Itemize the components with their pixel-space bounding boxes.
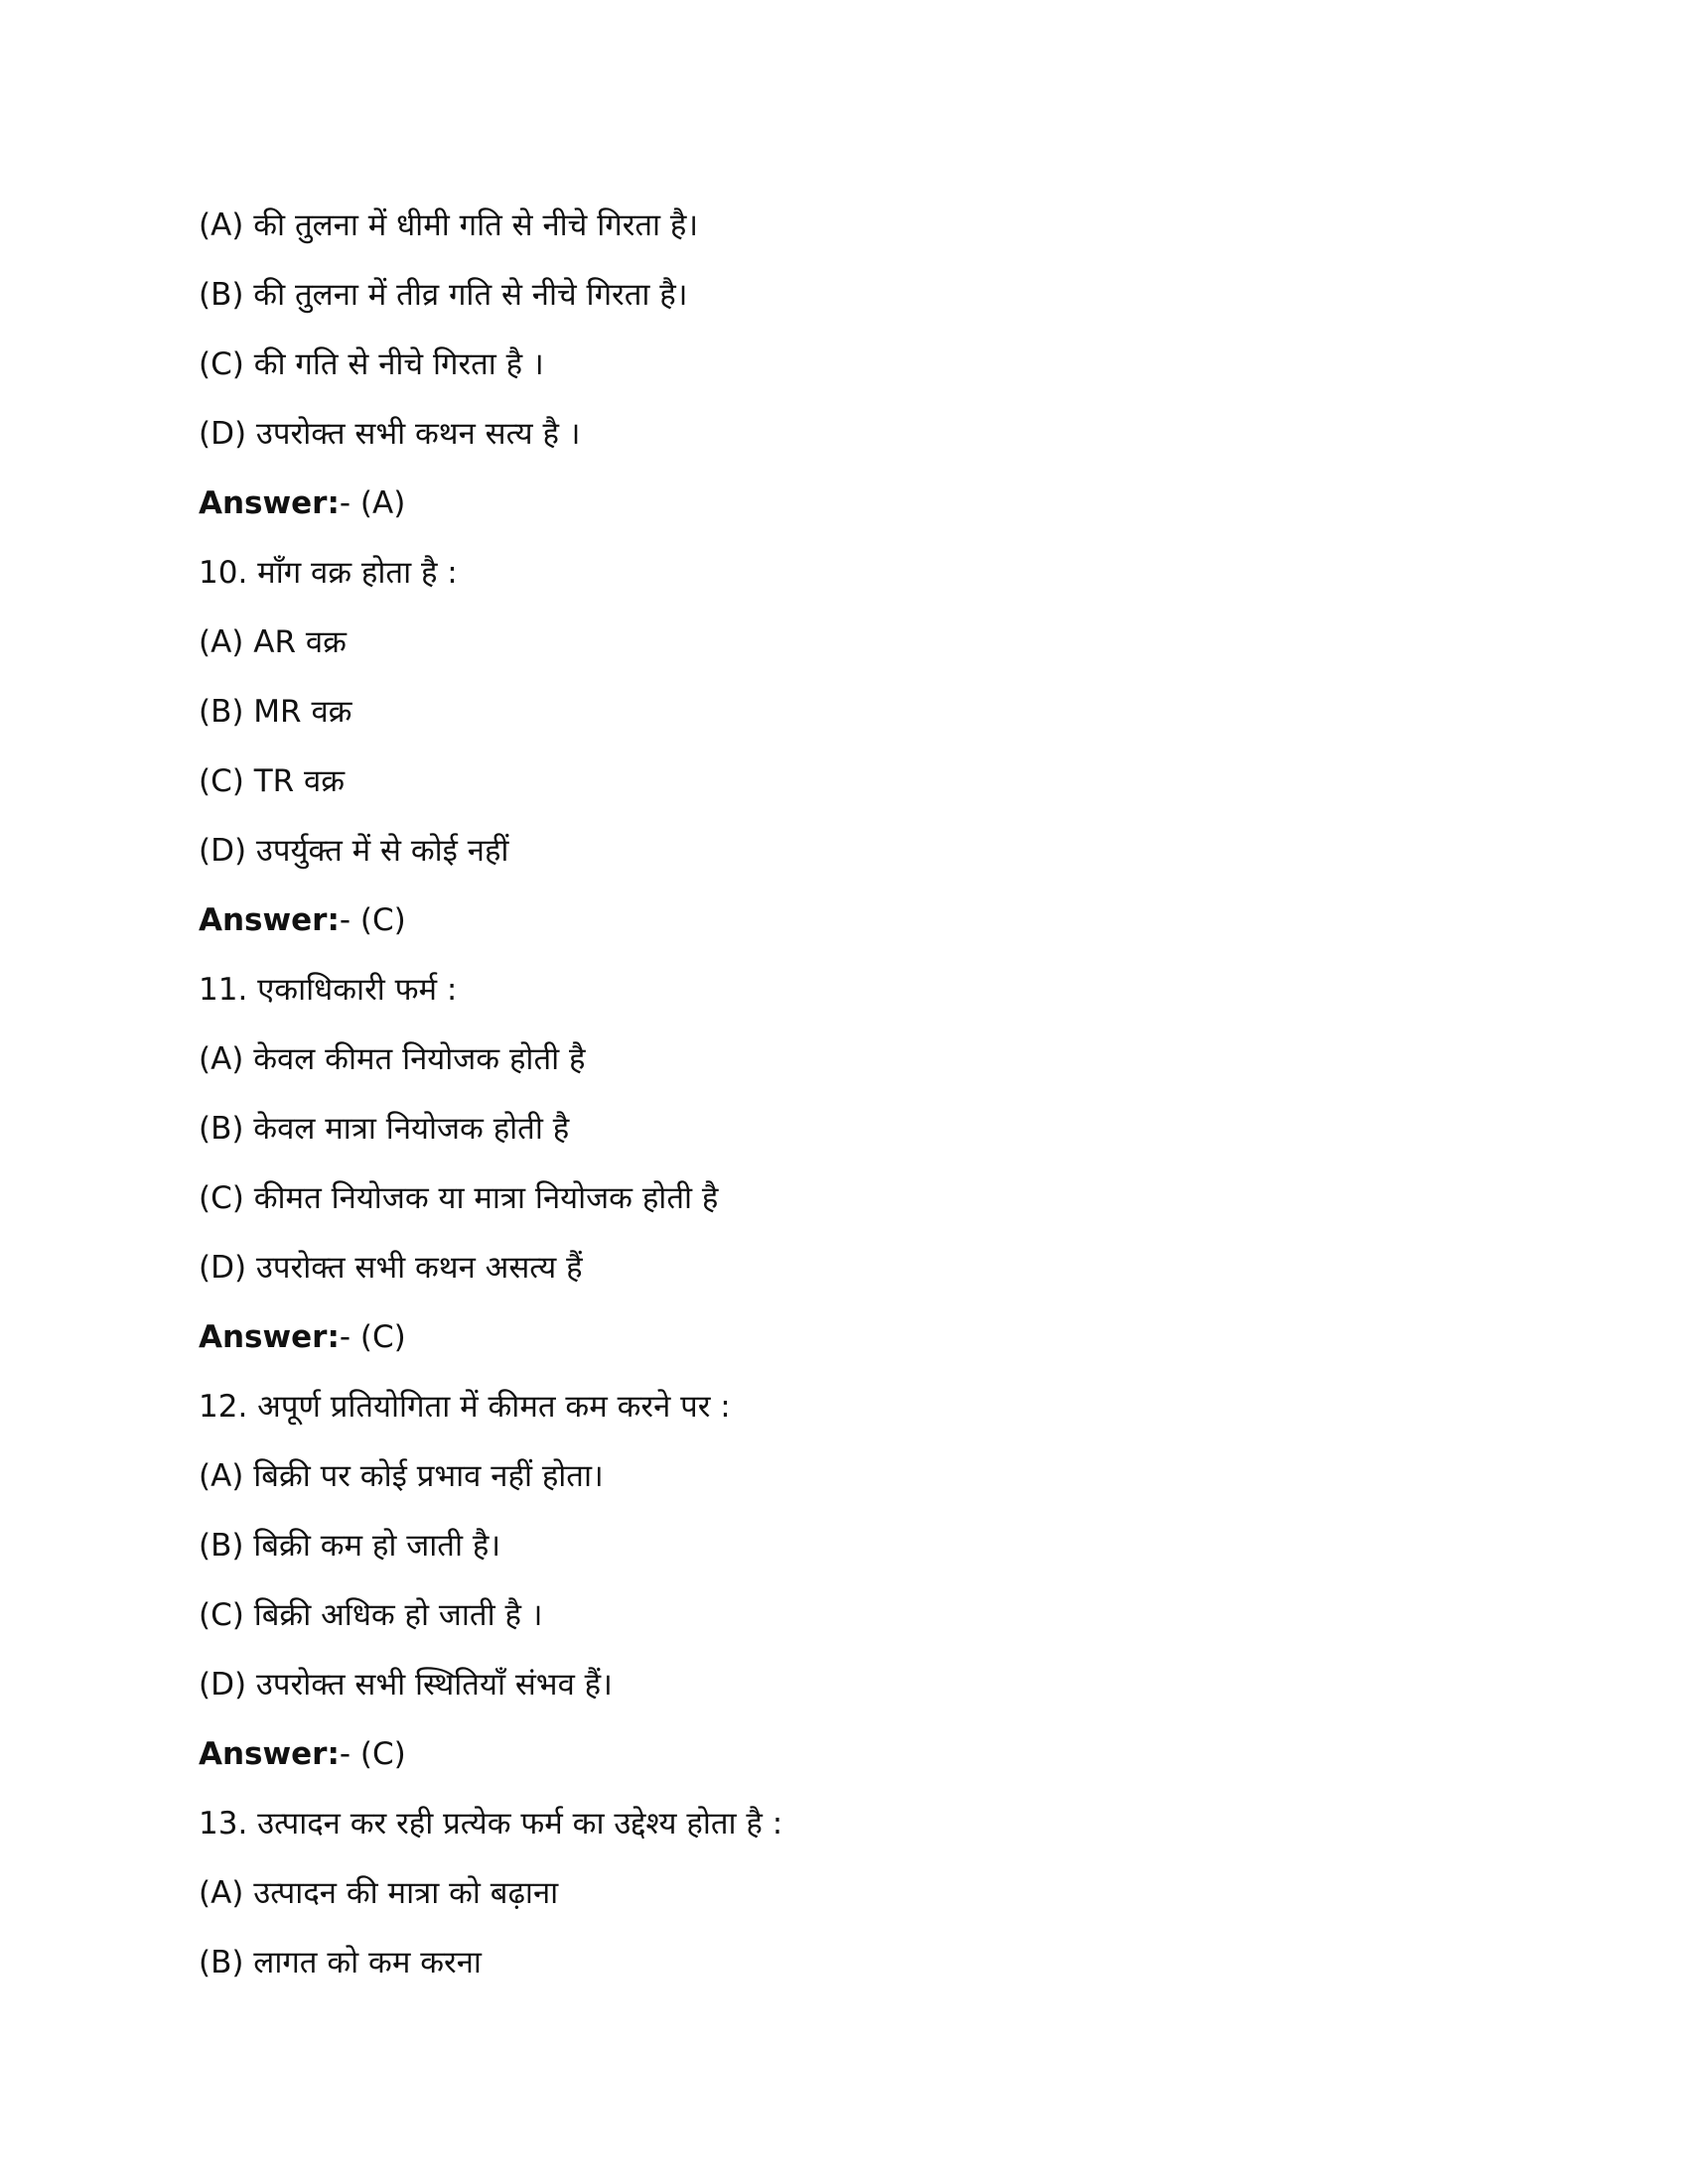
q10-option-d: (D) उपर्युक्त में से कोई नहीं	[199, 833, 509, 869]
question-list	[199, 191, 1489, 1997]
q13-option-a: (A) उत्पादन की मात्रा को बढ़ाना	[199, 1875, 559, 1911]
answer-value: - (A)	[339, 485, 406, 521]
q12-question: 12. अपूर्ण प्रतियोगिता में कीमत कम करने पर :	[199, 1389, 731, 1425]
q10-option-b: (B) MR वक्र	[199, 694, 352, 730]
q11-answer	[199, 1302, 1489, 1372]
answer-label: Answer:	[199, 1736, 340, 1772]
q12-option-c: (C) बिक्री अधिक हो जाती है ।	[199, 1597, 543, 1633]
q10-option-a: (A) AR वक्र	[199, 624, 347, 660]
answer-value: - (C)	[339, 1319, 406, 1355]
q10-question: 10. माँग वक्र होता है :	[199, 555, 458, 591]
q11-option-a: (A) केवल कीमत नियोजक होती है	[199, 1041, 586, 1077]
q11-option-b: (B) केवल मात्रा नियोजक होती है	[199, 1111, 570, 1147]
q11-option-c: (C) कीमत नियोजक या मात्रा नियोजक होती है	[199, 1180, 719, 1216]
q9-option-a: (A) की तुलना में धीमी गति से नीचे गिरता है।	[199, 207, 699, 243]
q12-answer	[199, 1719, 1489, 1789]
q9-option-b: (B) की तुलना में तीव्र गति से नीचे गिरता है।	[199, 277, 688, 313]
answer-value: - (C)	[339, 1736, 406, 1772]
q9-option-c: (C) की गति से नीचे गिरता है ।	[199, 346, 544, 382]
answer-label: Answer:	[199, 902, 340, 938]
q12-option-b: (B) बिक्री कम हो जाती है।	[199, 1528, 501, 1564]
answer-value: - (C)	[339, 902, 406, 938]
q10-option-c: (C) TR वक्र	[199, 763, 346, 799]
q9-option-d: (D) उपरोक्त सभी कथन सत्य है ।	[199, 416, 581, 452]
q13-option-b: (B) लागत को कम करना	[199, 1945, 482, 1980]
q11-question: 11. एकाधिकारी फर्म :	[199, 972, 458, 1008]
q11-option-d: (D) उपरोक्त सभी कथन असत्य हैं	[199, 1250, 583, 1286]
answer-label: Answer:	[199, 1319, 340, 1355]
q9-answer	[199, 469, 1489, 538]
q10-answer	[199, 886, 1489, 955]
answer-label: Answer:	[199, 485, 340, 521]
q12-option-a: (A) बिक्री पर कोई प्रभाव नहीं होता।	[199, 1458, 604, 1494]
q12-option-d: (D) उपरोक्त सभी स्थितियाँ संभव हैं।	[199, 1667, 613, 1703]
q13-question: 13. उत्पादन कर रही प्रत्येक फर्म का उद्देश्य होता है :	[199, 1806, 783, 1842]
